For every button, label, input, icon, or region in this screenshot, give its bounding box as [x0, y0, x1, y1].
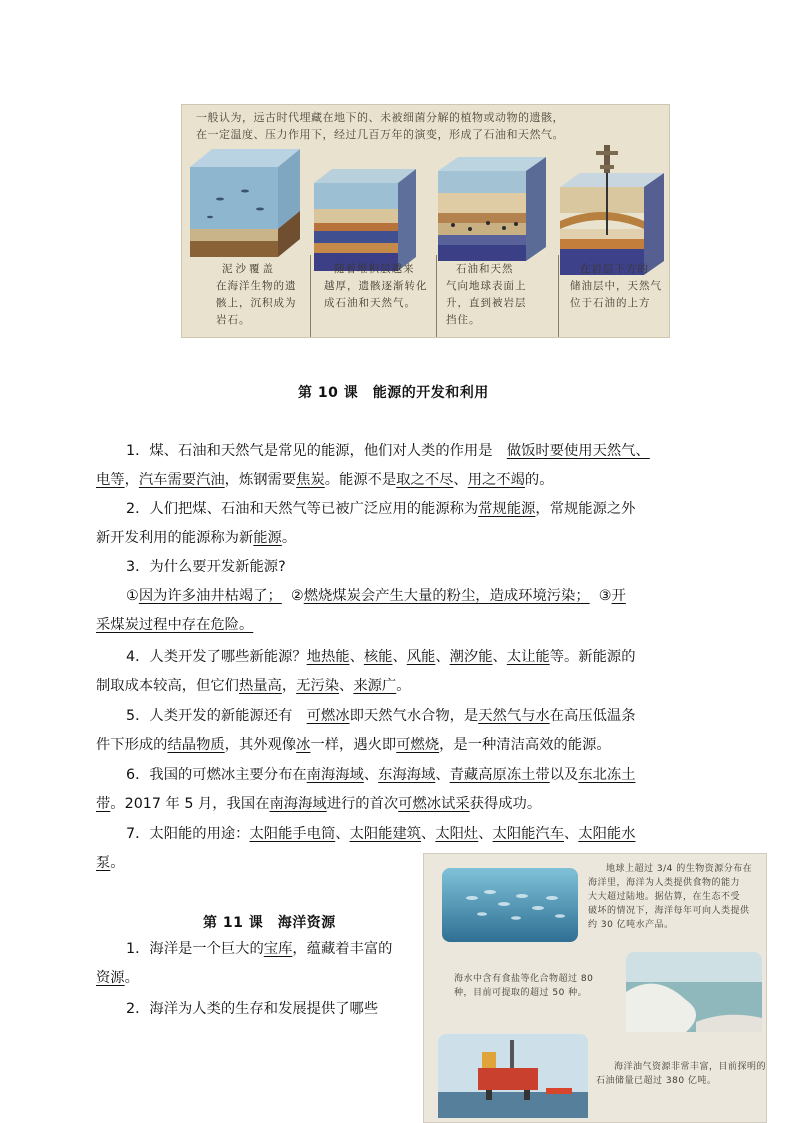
lesson-10-item-7: 7．太阳能的用途：太阳能手电筒、太阳能建筑、太阳灶、太阳能汽车、太阳能水 泵。 [96, 826, 636, 871]
lesson-11-item-2: 2．海洋为人类的生存和发展提供了哪些 [126, 1001, 379, 1017]
oil-reservoir-block [560, 143, 664, 279]
salt-coast-photo [626, 952, 762, 1032]
oil-formation-illustration [181, 104, 670, 338]
intro-line: 在一定温度、压力作用下，经过几百万年的演变，形成了石油和天然气。 [196, 128, 564, 141]
caption-step-4: 在岩层下方的 储油层中，天然气 位于石油的上方 [570, 263, 662, 309]
caption-step-2: 随着堆积层越来 越厚，遗骸逐渐转化 成石油和天然气。 [324, 263, 428, 309]
lesson-10-item-5: 5．人类开发的新能源还有 可燃冰即天然气水合物，是天然气与水在高压低温条 件下形成的结晶物质，其外观像冰一样，遇火即可燃烧，是一种清洁高效的能源。 [96, 708, 636, 753]
sediment-layers-block [314, 169, 416, 273]
caption-divider [436, 255, 437, 337]
lesson-11-title: 第 11 课 海洋资源 [203, 915, 336, 931]
sea-salt-text: 海水中含有食盐等化合物超过 80 种，目前可提取的超过 50 种。 [454, 974, 594, 998]
fish-photo [442, 868, 578, 942]
lesson-10-item-4: 4．人类开发了哪些新能源？地热能、核能、风能、潮汐能、太让能等。新能源的 制取成本较高，但它们热量高，无污染、来源广。 [96, 649, 636, 694]
lesson-10-item-1: 1．煤、石油和天然气是常见的能源，他们对人类的作用是 做饭时要使用天然气、 电等，汽车需要汽油，炼钢需要焦炭。能源不是取之不尽、用之不竭的。 [96, 443, 650, 488]
caption-divider [310, 255, 311, 337]
illustration-intro [196, 109, 658, 143]
intro-line: 一般认为，远古时代埋藏在地下的、未被细菌分解的植物或动物的遗骸， [196, 111, 564, 124]
caption-step-1: 泥沙覆盖 在海洋生物的遗 骸上，沉积成为 岩石。 [216, 263, 297, 326]
caption-step-3: 石油和天然 气向地球表面上 升，直到被岩层 挡住。 [446, 263, 527, 326]
oil-rising-block [438, 157, 546, 263]
sea-sediment-block [190, 149, 300, 259]
oil-platform-photo [438, 1034, 588, 1118]
caption-divider [558, 255, 559, 337]
lesson-10-title: 第 10 课 能源的开发和利用 [298, 385, 489, 401]
ocean-resources-illustration [423, 853, 767, 1123]
offshore-oil-text: 海洋油气资源非常丰富，目前探明的 石油储量已超过 380 亿吨。 [596, 1062, 767, 1086]
lesson-10-item-6: 6．我国的可燃冰主要分布在南海海域、东海海域、青藏高原冻土带以及东北冻土 带。2017 年 5 月，我国在南海海域进行的首次可燃冰试采获得成功。 [96, 767, 636, 812]
lesson-10-item-2: 2．人们把煤、石油和天然气等已被广泛应用的能源称为常规能源，常规能源之外 新开发利用的能源称为新能源。 [96, 501, 636, 546]
lesson-10-item-3: 3．为什么要开发新能源? ①因为许多油井枯竭了； ②燃烧煤炭会产生大量的粉尘，造成环境污染； ③开 采煤炭过程中存在危险。 [96, 559, 626, 633]
marine-food-text: 地球上超过 3/4 的生物资源分布在 海洋里，海洋为人类提供食物的能力 大大超过陆地。据估算，在生态不受 破坏的情况下，海洋每年可向人类提供 约 30 亿吨水产品。 [588, 864, 753, 930]
lesson-11-item-1: 1．海洋是一个巨大的宝库，蕴藏着丰富的 资源。 [96, 941, 393, 986]
